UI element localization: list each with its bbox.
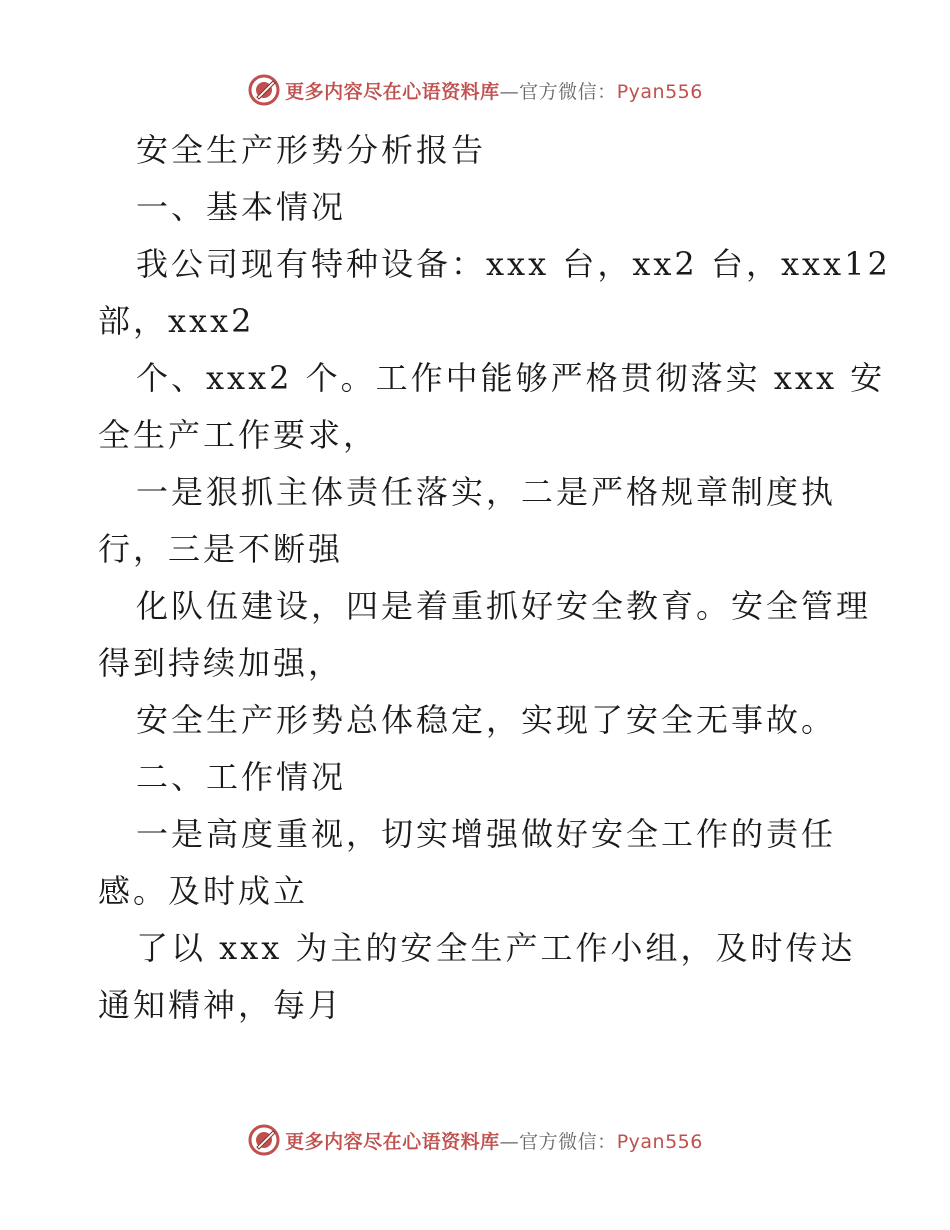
paragraph-line: 全生产工作要求， <box>98 416 379 454</box>
paragraph-line: 个、xxx2 个。工作中能够严格贯彻落实 xxx 安 <box>136 359 886 397</box>
document-title: 安全生产形势分析报告 <box>136 131 487 169</box>
paragraph-line: 安全生产形势总体稳定，实现了安全无事故。 <box>136 701 837 739</box>
paragraph-line: 一是高度重视，切实增强做好安全工作的责任 <box>136 815 837 853</box>
brand-logo-icon <box>247 1123 281 1157</box>
document-body <box>98 122 891 1034</box>
footer-watermark <box>0 1118 950 1162</box>
paragraph-line: 我公司现有特种设备：xxx 台，xx2 台，xxx12 <box>136 245 891 283</box>
section-heading-work: 二、工作情况 <box>136 758 347 796</box>
paragraph-line: 行，三是不断强 <box>98 530 344 568</box>
brand-logo-icon <box>247 73 281 107</box>
watermark-text: 更多内容尽在心语资料库—官方微信：Pyan556 <box>285 1130 703 1153</box>
paragraph-line: 感。及时成立 <box>98 872 309 910</box>
header-watermark <box>0 68 950 112</box>
paragraph-line: 通知精神，每月 <box>98 986 344 1024</box>
section-heading-basic: 一、基本情况 <box>136 188 347 226</box>
paragraph-line: 了以 xxx 为主的安全生产工作小组，及时传达 <box>136 929 856 967</box>
paragraph-line: 化队伍建设，四是着重抓好安全教育。安全管理 <box>136 587 872 625</box>
watermark-text: 更多内容尽在心语资料库—官方微信：Pyan556 <box>285 80 703 103</box>
paragraph-line: 得到持续加强， <box>98 644 344 682</box>
paragraph-line: 一是狠抓主体责任落实，二是严格规章制度执 <box>136 473 837 511</box>
paragraph-line: 部，xxx2 <box>98 302 255 340</box>
